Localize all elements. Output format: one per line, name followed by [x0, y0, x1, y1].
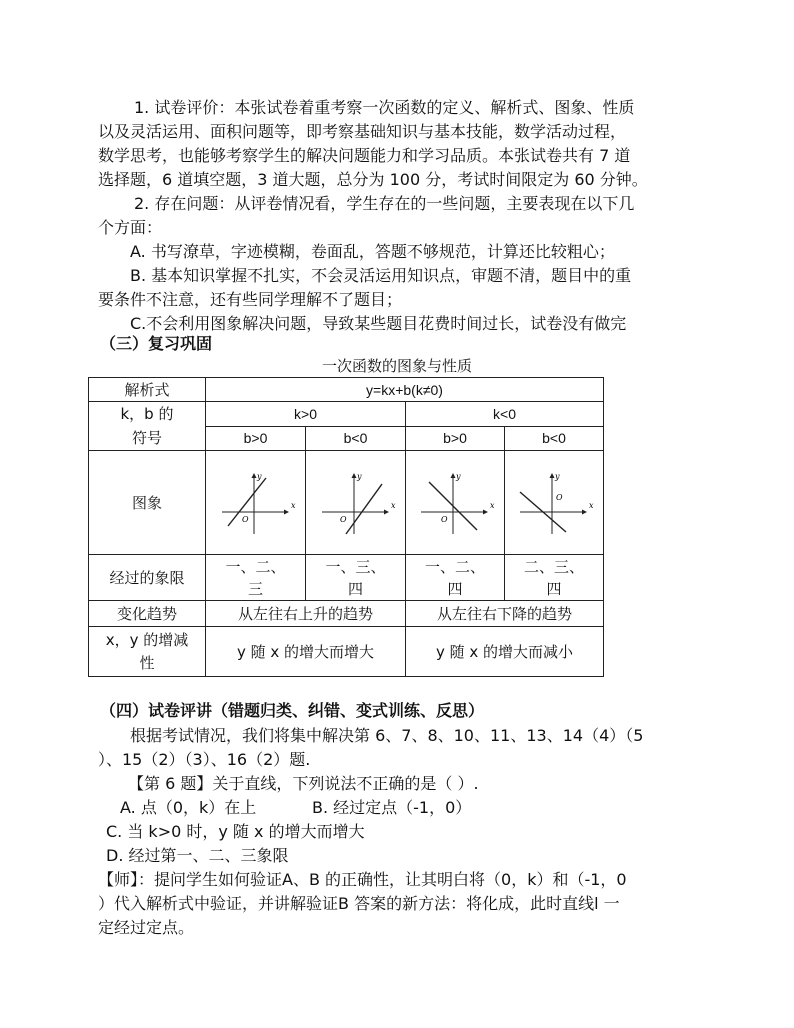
y-axis-label: y — [256, 471, 262, 481]
x-axis-label: x — [290, 500, 296, 510]
quadrant-cell-2 — [306, 555, 406, 601]
y-axis-arrow — [351, 473, 356, 478]
question-6-option-d: D. 经过第一、二、三象限 — [106, 846, 289, 865]
sign-label-line-1: k，b 的 — [120, 405, 174, 423]
graph-cell-3 — [406, 451, 505, 555]
trend-label: 变化趋势 — [89, 601, 206, 627]
quadrant-cell-4 — [505, 555, 604, 601]
quadrant-cell-1 — [206, 555, 306, 601]
b-case-2: b<0 — [306, 426, 406, 451]
trend-down: 从左往右下降的趋势 — [406, 601, 604, 627]
x-axis-label: x — [490, 500, 495, 510]
issues-line-1: 2. 存在问题：从评卷情况看，学生存在的一些问题，主要表现在以下几 — [134, 194, 635, 213]
origin-label: O — [556, 492, 563, 502]
quadrant-label: 经过的象限 — [89, 555, 206, 601]
linear-function-table — [88, 377, 604, 677]
y-axis-arrow — [451, 473, 456, 478]
issue-b-line-2: 要条件不注意，还有些同学理解不了题目； — [98, 290, 403, 309]
formula-label: 解析式 — [89, 378, 206, 402]
graph-cell-4 — [505, 451, 604, 555]
graph-k-pos-b-pos — [216, 470, 296, 536]
issues-line-2: 个方面： — [98, 218, 163, 237]
eval-line-4: 选择题，6 道填空题，3 道大题，总分为 100 分，考试时间限定为 60 分钟。 — [98, 170, 648, 189]
plan-line-2: ）、15（2）（3）、16（2）题. — [98, 750, 311, 769]
b-case-4: b<0 — [505, 426, 604, 451]
graph-line — [346, 484, 382, 534]
y-axis-label: y — [356, 471, 362, 481]
monotonicity-decreasing: y 随 x 的增大而减小 — [406, 627, 604, 677]
quadrant-4-line-1: 二、三、 — [523, 557, 584, 576]
b-case-1: b>0 — [206, 426, 306, 451]
section-three-heading: （三）复习巩固 — [100, 334, 213, 353]
origin-label: O — [241, 514, 249, 524]
quadrant-3-line-1: 一、二、 — [424, 557, 485, 576]
y-axis-arrow — [550, 473, 555, 478]
monotonicity-label — [89, 627, 206, 677]
graph-label: 图象 — [89, 451, 206, 555]
y-axis-label: y — [555, 471, 560, 481]
b-case-3: b>0 — [406, 426, 505, 451]
question-6-stem: 【第 6 题】关于直线，下列说法不正确的是（ ）. — [128, 774, 479, 793]
monotonicity-increasing: y 随 x 的增大而增大 — [206, 627, 406, 677]
origin-label: O — [441, 514, 448, 524]
question-6-option-a: A. 点（0，k）在上 — [120, 798, 257, 817]
table-caption: 一次函数的图象与性质 — [321, 357, 472, 375]
quadrant-1-line-2: 三 — [247, 579, 263, 598]
issue-a: A. 书写潦草，字迹模糊，卷面乱，答题不够规范，计算还比较粗心； — [130, 242, 615, 261]
formula-value: y=kx+b(k≠0) — [206, 378, 604, 402]
x-axis-arrow — [384, 509, 389, 514]
eval-line-2: 以及灵活运用、面积问题等，即考察基础知识与基本技能，数学活动过程， — [98, 122, 627, 141]
section-four-heading: （四）试卷评讲（错题归类、纠错、变式训练、反思） — [100, 701, 485, 720]
monotonicity-label-line-2: 性 — [139, 653, 155, 672]
sign-label-line-2: 符号 — [131, 429, 162, 447]
plan-line-1: 根据考试情况，我们将集中解决第 6、7、8、10、11、13、14（4）（5 — [130, 726, 644, 745]
x-axis-arrow — [483, 509, 488, 514]
quadrant-cell-3 — [406, 555, 505, 601]
quadrant-1-line-1: 一、二、 — [225, 557, 286, 576]
graph-cell-2 — [306, 451, 406, 555]
k-negative-header: k<0 — [406, 402, 604, 427]
x-axis-label: x — [589, 500, 594, 510]
teacher-note-line-2: ）代入解析式中验证，并讲解验证B 答案的新方法：将化成，此时直线l 一 — [98, 894, 620, 913]
quadrant-2-line-2: 四 — [347, 579, 363, 598]
k-positive-header: k>0 — [206, 402, 406, 427]
eval-line-1: 1. 试卷评价：本张试卷着重考察一次函数的定义、解析式、图象、性质 — [134, 98, 635, 117]
issue-c: C.不会利用图象解决问题，导致某些题目花费时间过长，试卷没有做完 — [130, 314, 627, 333]
origin-label: O — [339, 514, 347, 524]
quadrant-3-line-2: 四 — [447, 579, 463, 598]
question-6-option-b: B. 经过定点（-1，0） — [312, 798, 472, 817]
x-axis-arrow — [284, 509, 289, 514]
graph-k-neg-b-neg — [514, 470, 594, 536]
x-axis-label: x — [390, 500, 396, 510]
trend-up: 从左往右上升的趋势 — [206, 601, 406, 627]
quadrant-4-line-2: 四 — [546, 579, 562, 598]
teacher-note-line-1: 【师】：提问学生如何验证A、B 的正确性，让其明白将（0，k）和（-1，0 — [98, 870, 627, 889]
issue-b-line-1: B. 基本知识掌握不扎实，不会灵活运用知识点，审题不清，题目中的重 — [130, 266, 632, 285]
monotonicity-label-line-1: x，y 的增减 — [105, 630, 189, 649]
graph-k-neg-b-pos — [415, 470, 495, 536]
question-6-option-c: C. 当 k>0 时，y 随 x 的增大而增大 — [106, 822, 365, 841]
teacher-note-line-3: 定经过定点。 — [98, 918, 195, 937]
graph-cell-1 — [206, 451, 306, 555]
x-axis-arrow — [582, 509, 587, 514]
quadrant-2-line-1: 一、三、 — [325, 557, 386, 576]
eval-line-3: 数学思考，也能够考察学生的解决问题能力和学习品质。本张试卷共有 7 道 — [98, 146, 631, 165]
y-axis-label: y — [456, 471, 461, 481]
sign-label — [89, 402, 206, 451]
y-axis-arrow — [251, 473, 256, 478]
graph-k-pos-b-neg — [316, 470, 396, 536]
